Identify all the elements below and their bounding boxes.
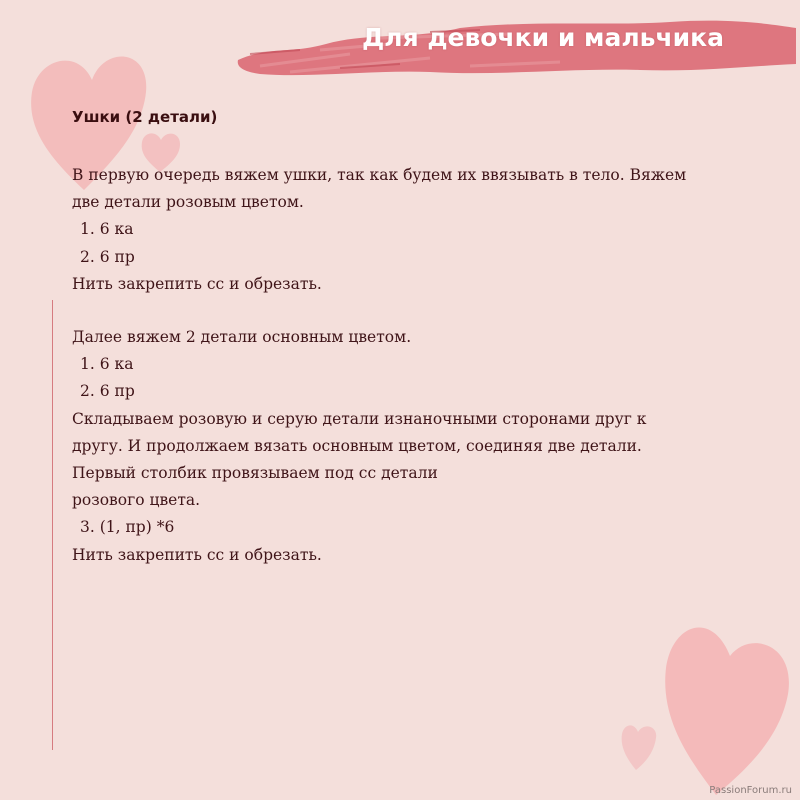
paragraph-line: розового цвета. — [72, 491, 201, 510]
step-line: 3. (1, пр) *6 — [80, 518, 175, 537]
step-line: 1. 6 ка — [80, 355, 134, 374]
heart-decoration-bottom-right — [650, 610, 800, 800]
banner-title: Для девочки и мальчика — [362, 23, 724, 52]
intro-line: В первую очередь вяжем ушки, так как будем их ввязывать в тело. Вяжем — [72, 166, 687, 184]
instructions-content — [72, 104, 772, 569]
paragraph-line: Складываем розовую и серую детали изнаночными сторонами друг к — [72, 409, 647, 428]
section-heading: Ушки (2 детали) — [72, 108, 218, 126]
paragraph-line: Далее вяжем 2 детали основным цветом. — [72, 328, 412, 347]
paragraph-gap — [72, 298, 772, 324]
vertical-accent-line — [52, 300, 53, 750]
paragraph-line: Первый столбик провязываем под сс детали — [72, 464, 438, 483]
heart-decoration-bottom-small — [618, 718, 662, 774]
finish-line: Нить закрепить сс и обрезать. — [72, 274, 322, 293]
watermark: PassionForum.ru — [709, 785, 792, 796]
step-line: 1. 6 ка — [80, 220, 134, 239]
finish-line: Нить закрепить сс и обрезать. — [72, 545, 322, 564]
intro-line: две детали розовым цветом. — [72, 193, 304, 212]
paragraph-line: другу. И продолжаем вязать основным цветом, соединяя две детали. — [72, 436, 642, 455]
step-line: 2. 6 пр — [80, 247, 135, 266]
step-line: 2. 6 пр — [80, 382, 135, 401]
